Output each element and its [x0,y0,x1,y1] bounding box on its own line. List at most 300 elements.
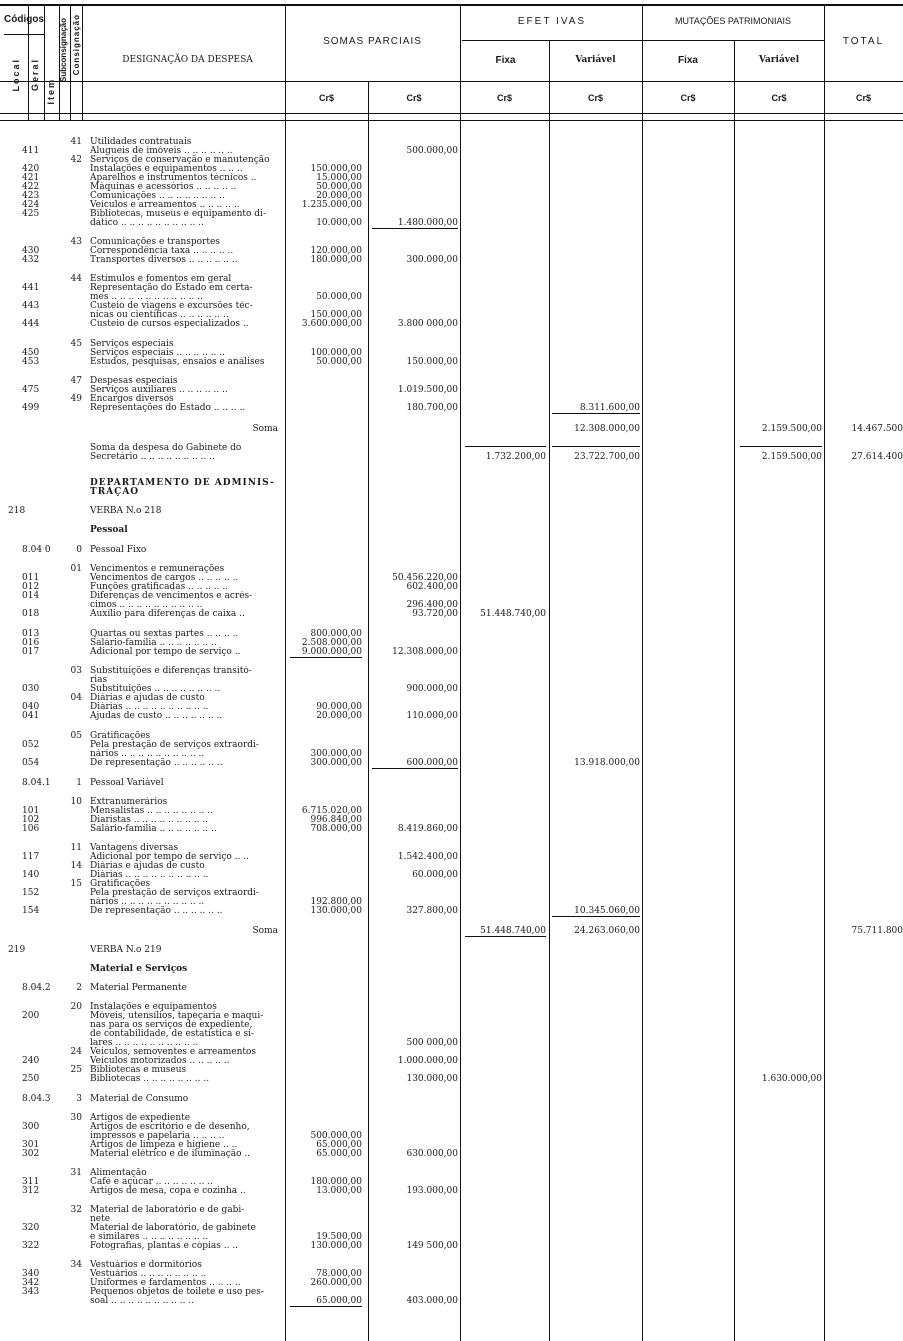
row-code-geral: 014 [22,591,40,601]
row-description: nicas ou científicas .. .. .. .. .. .. [90,310,229,320]
row-description: Material de Consumo [90,1094,189,1104]
row-description: Transportes diversos .. .. .. .. .. .. [90,255,238,265]
row-partial-1: 6.715.020,00 [301,806,362,816]
row-partial-2: 3.800 000,00 [397,319,458,329]
row-description: Adicional por tempo de serviço .. .. [90,852,250,862]
row-partial-2: 500.000,00 [406,146,458,156]
row-description: Mensalistas .. .. .. .. .. .. .. .. [90,806,213,816]
row-description: Soma [252,926,278,936]
row-code-item: 24 [70,1047,82,1057]
row-code-item: 34 [70,1260,82,1270]
row-code-geral: 012 [22,582,40,592]
row-description: Estímulos e fomentos em geral [90,274,232,284]
row-partial-1: 90.000,00 [316,702,362,712]
row-partial-2: 149 500,00 [406,1241,458,1251]
header-consignacao: Consignação [72,14,81,76]
row-description: Auxílio para diferenças de caixa .. [90,609,245,619]
row-description: Material e Serviços [90,964,188,974]
row-description: Uniformes e fardamentos .. .. .. .. [90,1278,241,1288]
row-partial-1: 996.840,00 [310,815,362,825]
row-partial-2: 93.720,00 [412,609,458,619]
row-description: Vencimentos de cargos .. .. .. .. .. [90,573,239,583]
row-description: Aparelhos e instrumentos técnicos .. [90,173,257,183]
header-mid-rule [0,81,903,82]
row-description: Diárias e ajudas de custo [90,861,205,871]
row-description: Diárias e ajudas de custo [90,693,205,703]
row-partial-1: 708.000,00 [310,824,362,834]
row-description: Instalações e equipamentos .. .. .. [90,164,243,174]
row-total: 75.711.800 [851,926,903,936]
row-code-local: 218 [8,506,26,516]
row-description: Serviços auxiliares .. .. .. .. .. .. [90,385,228,395]
row-code-geral: 154 [22,906,40,916]
row-code-item: 31 [70,1168,82,1178]
row-code-item: 41 [70,137,82,147]
row-description: Material de laboratório e de gabi- [90,1205,245,1215]
row-partial-2: 1.019.500,00 [397,385,458,395]
row-efetiva-variavel: 12.308.000,00 [574,424,640,434]
row-code-geral: 441 [22,283,40,293]
table-row [0,758,903,768]
row-code-geral: 040 [22,702,40,712]
row-code-item: 32 [70,1205,82,1215]
row-code-item: 20 [70,1002,82,1012]
table-row [0,487,903,497]
row-code-geral: 152 [22,888,40,898]
table-row [0,424,903,434]
row-description: Artigos de limpeza e higiene .. .. [90,1140,238,1150]
row-code-geral: 117 [22,852,40,862]
row-code-geral: 422 [22,182,40,192]
row-code-geral: 8.04.3 [22,1094,51,1104]
row-description: Móveis, utensílios, tapeçaria e maqui- [90,1011,264,1021]
row-description: Custeio de cursos especializados .. [90,319,249,329]
row-code-geral: 430 [22,246,40,256]
row-partial-2: 327.800,00 [406,906,458,916]
row-partial-1: 20.000,00 [316,711,362,721]
row-code-geral: 421 [22,173,40,183]
row-description: Serviços de conservação e manutenção [90,155,270,165]
row-code-item: 49 [70,394,82,404]
row-description: Bibliotecas .. .. .. .. .. .. .. .. [90,1074,210,1084]
row-description: Veículos e arreamentos .. .. .. .. .. [90,200,240,210]
row-code-item: 44 [70,274,82,284]
table-row [0,1186,903,1196]
row-description: Gratificações [90,731,151,741]
row-description: DEPARTAMENTO DE ADMINIS- [90,478,275,488]
row-description: Vencimentos e remunerações [90,564,225,574]
row-partial-1: 300.000,00 [310,749,362,759]
row-description: Material elétrico e de iluminação .. [90,1149,251,1159]
row-description: rias [90,675,108,685]
row-partial-1: 150.000,00 [310,164,362,174]
row-description: Soma [252,424,278,434]
row-code-geral: 432 [22,255,40,265]
row-description: Material Permanente [90,983,187,993]
row-partial-1: 100.000,00 [310,348,362,358]
row-description: cimos .. .. .. .. .. .. .. .. .. .. [90,600,203,610]
col-line-subc [70,6,71,120]
row-code-geral: 8.04.2 [22,983,51,993]
row-code-geral: 106 [22,824,40,834]
row-description: Máquinas e acessórios .. .. .. .. .. [90,182,237,192]
sum-rule [290,657,362,658]
header-cr-mv: Cr$ [771,93,787,103]
row-description: soal .. .. .. .. .. .. .. .. .. .. [90,1296,195,1306]
header-bottom-rule-2 [0,120,903,121]
row-description: nete [90,1214,111,1224]
table-row [0,906,903,916]
row-description: Secretário .. .. .. .. .. .. .. .. .. [90,452,215,462]
row-description: Diaristas .. .. .. .. .. .. .. .. .. [90,815,209,825]
row-code-geral: 300 [22,1122,40,1132]
table-row [0,1296,903,1306]
table-row [0,711,903,721]
row-description: Salário-família .. .. .. .. .. .. .. [90,824,217,834]
row-partial-1: 1.235.000,00 [301,200,362,210]
row-code-item: 25 [70,1065,82,1075]
header-geral: Geral [30,58,40,92]
row-partial-2: 130.000,00 [406,1074,458,1084]
row-description: Representação do Estado em certa- [90,283,253,293]
row-description: impressos e papelaria .. .. .. .. [90,1131,225,1141]
row-partial-1: 150.000,00 [310,310,362,320]
row-code-geral: 017 [22,647,40,657]
header-mutacoes: MUTAÇÕES PATRIMONIAIS [674,16,791,26]
row-partial-1: 500.000,00 [310,1131,362,1141]
row-total: 27.614.400 [851,452,903,462]
row-efetiva-variavel: 23.722.700,00 [574,452,640,462]
row-code-item: 01 [70,564,82,574]
row-description: Correspondência taxa .. .. .. .. .. [90,246,234,256]
header-somas-parciais: SOMAS PARCIAIS [323,36,422,47]
row-code-geral: 443 [22,301,40,311]
header-total: TOTAL [842,36,885,47]
efetivas-rule [462,40,824,41]
row-partial-1: 300.000,00 [310,758,362,768]
row-code-geral: 420 [22,164,40,174]
row-code-geral: 102 [22,815,40,825]
header-bottom-rule [0,113,903,114]
row-code-geral: 322 [22,1241,40,1251]
row-total: 14.467.500 [851,424,903,434]
table-row [0,1241,903,1251]
row-code-geral: 016 [22,638,40,648]
row-description: Veículos, semoventes e arreamentos [90,1047,257,1057]
row-code-geral: 453 [22,357,40,367]
row-description: Pela prestação de serviços extraordi- [90,740,259,750]
row-code-geral: 041 [22,711,40,721]
header-subconsignacao: Subconsignação [59,18,68,83]
row-code-geral: 424 [22,200,40,210]
row-code-geral: 423 [22,191,40,201]
row-efetiva-fixa: 51.448.740,00 [480,609,546,619]
row-code-item: 11 [70,843,82,853]
header-codigos: Códigos [4,14,44,25]
row-description: Diferenças de vencimentos e acrés- [90,591,253,601]
row-partial-1: 9.000.000,00 [301,647,362,657]
row-description: de contabilidade, de estatística e si- [90,1029,254,1039]
row-description: Comunicações e transportes [90,237,220,247]
row-partial-1: 65.000,00 [316,1149,362,1159]
row-description: Café e açúcar .. .. .. .. .. .. .. [90,1177,213,1187]
sum-rule [552,413,640,414]
row-mutacao-variavel: 2.159.500,00 [761,424,822,434]
table-row [0,1074,903,1084]
row-partial-1: 260.000,00 [310,1278,362,1288]
row-description: Veículos motorizados .. .. .. .. .. [90,1056,230,1066]
row-efetiva-fixa: 51.448.740,00 [480,926,546,936]
table-row [0,403,903,413]
row-description: Comunicações .. .. .. .. .. .. .. .. [90,191,225,201]
row-partial-2: 193.000,00 [406,1186,458,1196]
row-code-item: 30 [70,1113,82,1123]
row-description: Funções gratificadas .. .. .. .. .. [90,582,229,592]
row-partial-2: 1.542.400,00 [397,852,458,862]
row-code-item: 14 [70,861,82,871]
row-code-item: 3 [76,1094,82,1104]
row-description: Artigos de escritório e de desenho, [90,1122,250,1132]
row-code-geral: 499 [22,403,40,413]
row-code-geral: 425 [22,209,40,219]
header-designacao: DESIGNAÇÃO DA DESPESA [122,55,253,65]
row-description: Bibliotecas, museus e equipamento di- [90,209,266,219]
header-mutacoes-variavel: Variável [758,55,800,65]
sum-rule [552,916,640,917]
row-code-geral: 444 [22,319,40,329]
header-efetivas-fixa: Fixa [495,55,516,66]
row-partial-1: 192.800,00 [310,897,362,907]
row-efetiva-variavel: 24.263.060,00 [574,926,640,936]
row-partial-2: 900.000,00 [406,684,458,694]
row-description: Substituições e diferenças transitó- [90,666,252,676]
row-code-item: 15 [70,879,82,889]
row-description: Vantagens diversas [90,843,179,853]
row-partial-1: 20.000,00 [316,191,362,201]
row-description: Quartas ou sextas partes .. .. .. .. [90,629,239,639]
row-partial-1: 180.000,00 [310,1177,362,1187]
row-description: Artigos de expediente [90,1113,191,1123]
table-row [0,357,903,367]
table-row [0,452,903,462]
row-code-geral: 013 [22,629,40,639]
row-partial-1: 65.000,00 [316,1296,362,1306]
row-code-item: 47 [70,376,82,386]
row-partial-1: 130.000,00 [310,906,362,916]
row-description: Pela prestação de serviços extraordi- [90,888,259,898]
row-code-item: 1 [76,778,82,788]
row-partial-2: 12.308.000,00 [392,647,458,657]
row-code-geral: 101 [22,806,40,816]
row-description: Pessoal Fixo [90,545,147,555]
row-partial-1: 65.000,00 [316,1140,362,1150]
header-cr-mf: Cr$ [680,93,696,103]
table-row [0,983,903,993]
row-code-geral: 312 [22,1186,40,1196]
row-partial-2: 1.480.000,00 [397,218,458,228]
row-partial-1: 50.000,00 [316,357,362,367]
row-partial-2: 1.000.000,00 [397,1056,458,1066]
row-partial-1: 50.000,00 [316,182,362,192]
row-code-item: 45 [70,339,82,349]
row-description: Material de laboratório, de gabinete [90,1223,256,1233]
row-description: Encargos diversos [90,394,174,404]
row-description: Ajudas de custo .. .. .. .. .. .. .. [90,711,223,721]
row-code-geral: 302 [22,1149,40,1159]
row-description: Alugueis de imóveis .. .. .. .. .. .. [90,146,233,156]
row-code-item: 04 [70,693,82,703]
table-row [0,647,903,657]
header-efetivas-variavel: Variável [575,55,616,65]
row-code-item: 2 [76,983,82,993]
row-partial-1: 10.000,00 [316,218,362,228]
header-item: Item [46,78,56,105]
row-code-item: 05 [70,731,82,741]
row-description: Adicional por tempo de serviço .. [90,647,241,657]
row-partial-2: 60.000,00 [412,870,458,880]
row-description: Salário-família .. .. .. .. .. .. .. [90,638,217,648]
row-code-item: 0 [76,545,82,555]
row-description: Substituições .. .. .. .. .. .. .. .. [90,684,221,694]
row-partial-2: 8.419.860,00 [397,824,458,834]
row-partial-1: 120.000,00 [310,246,362,256]
row-code-item: 43 [70,237,82,247]
row-description: Representações do Estado .. .. .. .. [90,403,246,413]
row-description: lares .. .. .. .. .. .. .. .. .. .. [90,1038,199,1048]
row-code-geral: 475 [22,385,40,395]
row-partial-1: 130.000,00 [310,1241,362,1251]
header-local: Local [11,58,21,92]
header-mutacoes-fixa: Fixa [677,55,698,66]
row-code-geral: 311 [22,1177,40,1187]
row-description: Custeio de viagens e excursões téc- [90,301,253,311]
row-description: Diárias .. .. .. .. .. .. .. .. .. .. [90,870,209,880]
row-description: De representação .. .. .. .. .. .. [90,758,223,768]
row-code-geral: 342 [22,1278,40,1288]
row-partial-1: 50.000,00 [316,292,362,302]
row-efetiva-variavel: 10.345.060,00 [574,906,640,916]
row-description: Alimentação [90,1168,147,1178]
row-partial-2: 150.000,00 [406,357,458,367]
table-row [0,1149,903,1159]
row-code-geral: 140 [22,870,40,880]
row-description: Bibliotecas e museus [90,1065,187,1075]
row-code-local: 219 [8,945,26,955]
row-code-geral: 200 [22,1011,40,1021]
row-partial-2: 602.400,00 [406,582,458,592]
row-description: Vestuários .. .. .. .. .. .. .. .. [90,1269,207,1279]
row-description: Fotografias, plantas e cópias .. .. [90,1241,239,1251]
row-code-geral: 250 [22,1074,40,1084]
row-partial-2: 500 000,00 [406,1038,458,1048]
row-partial-2: 180.700,00 [406,403,458,413]
row-description: nas para os serviços de expediente, [90,1020,253,1030]
row-code-geral: 340 [22,1269,40,1279]
row-partial-1: 800.000,00 [310,629,362,639]
row-code-item: 10 [70,797,82,807]
sum-rule [290,1306,362,1307]
codigos-rule [4,34,44,35]
table-row [0,824,903,834]
row-description: Diárias .. .. .. .. .. .. .. .. .. .. [90,702,209,712]
row-description: Utilidades contratuais [90,137,192,147]
row-description: Pequenos objetos de toilete e uso pes- [90,1287,264,1297]
row-partial-2: 300.000,00 [406,255,458,265]
row-code-geral: 411 [22,146,40,156]
row-code-geral: 052 [22,740,40,750]
table-row [0,255,903,265]
table-row [0,609,903,619]
table-row [0,778,903,788]
row-code-geral: 054 [22,758,40,768]
row-efetiva-variavel: 13.918.000,00 [574,758,640,768]
row-partial-2: 630.000,00 [406,1149,458,1159]
row-description: Serviços especiais [90,339,174,349]
row-efetiva-fixa: 1.732.200,00 [485,452,546,462]
row-code-geral: 320 [22,1223,40,1233]
row-partial-1: 180.000,00 [310,255,362,265]
row-code-geral: 343 [22,1287,40,1297]
table-row [0,218,903,228]
row-description: dático .. .. .. .. .. .. .. .. .. .. [90,218,204,228]
row-description: VERBA N.o 219 [90,945,162,955]
row-description: Soma da despesa do Gabinete do [90,443,242,453]
row-description: Pessoal [90,525,128,535]
header-cr-p1: Cr$ [318,93,334,103]
row-description: De representação .. .. .. .. .. .. [90,906,223,916]
row-description: VERBA N.o 218 [90,506,162,516]
row-code-geral: 8.04 0 [22,545,51,555]
row-partial-1: 13.000,00 [316,1186,362,1196]
row-partial-1: 15.000,00 [316,173,362,183]
row-partial-1: 78.000,00 [316,1269,362,1279]
row-partial-2: 296.400,00 [406,600,458,610]
row-description: Instalações e equipamentos [90,1002,217,1012]
row-partial-1: 19.500,00 [316,1232,362,1242]
row-description: Extranumerários [90,797,168,807]
header-cr-ef: Cr$ [496,93,512,103]
row-code-item: 03 [70,666,82,676]
row-description: Vestuários e dormitórios [90,1260,202,1270]
header-cr-p2: Cr$ [406,93,422,103]
row-partial-2: 110.000,00 [406,711,458,721]
table-row [0,506,903,516]
row-code-geral: 011 [22,573,40,583]
table-row [0,964,903,974]
row-description: TRAÇÃO [90,487,140,497]
row-description: Gratificações [90,879,151,889]
row-description: Artigos de mesa, copa e cozinha .. [90,1186,246,1196]
sum-rule [465,936,546,937]
row-code-item: 42 [70,155,82,165]
header-cr-total: Cr$ [855,93,871,103]
row-description: nários .. .. .. .. .. .. .. .. .. .. [90,749,205,759]
row-description: nários .. .. .. .. .. .. .. .. .. .. [90,897,205,907]
row-partial-1: 3.600.000,00 [301,319,362,329]
row-partial-2: 600.000,00 [406,758,458,768]
sum-rule [372,228,458,229]
row-code-geral: 8.04.1 [22,778,51,788]
row-description: Pessoal Variável [90,778,164,788]
row-partial-1: 2.508.000,00 [301,638,362,648]
row-description: mes .. .. .. .. .. .. .. .. .. .. .. [90,292,203,302]
table-row [0,1094,903,1104]
row-code-geral: 301 [22,1140,40,1150]
row-partial-2: 403.000,00 [406,1296,458,1306]
row-code-geral: 450 [22,348,40,358]
row-description: Estudos, pesquisas, ensaios e análises [90,357,265,367]
row-code-geral: 030 [22,684,40,694]
